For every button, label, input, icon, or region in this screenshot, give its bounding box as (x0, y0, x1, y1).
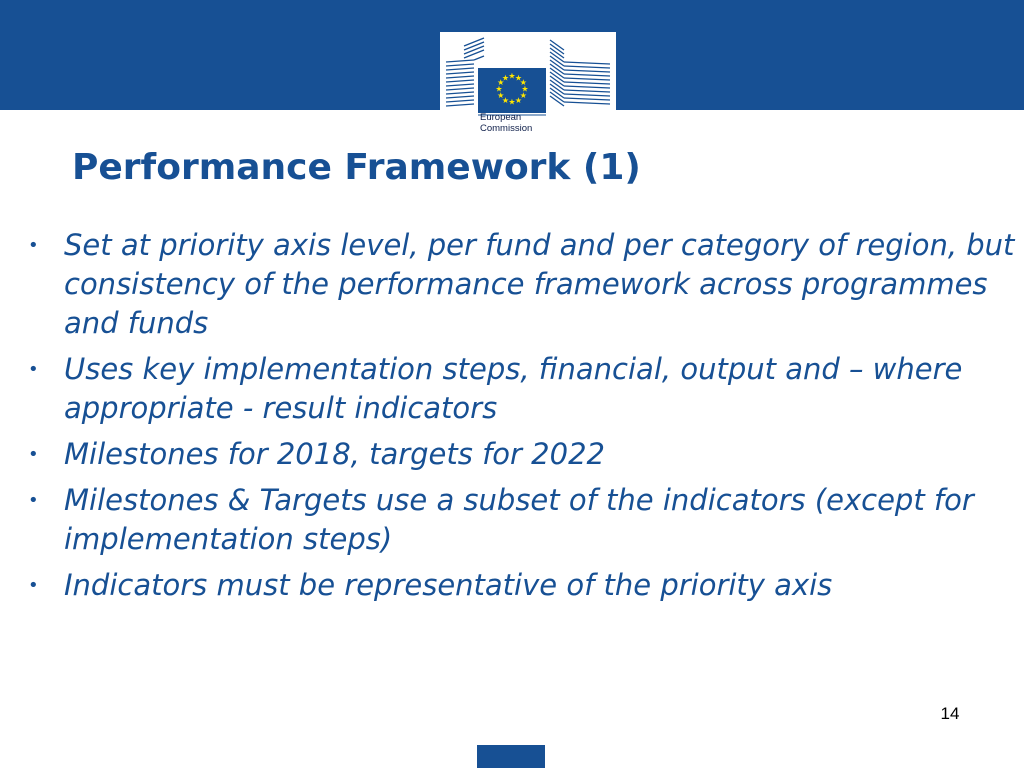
bullet-text: Indicators must be representative of the priority axis (64, 568, 833, 602)
svg-text:★: ★ (495, 84, 503, 94)
page-number: 14 (940, 704, 960, 723)
building-stripes-right (550, 40, 610, 106)
svg-text:★: ★ (508, 71, 516, 81)
logo-text (480, 112, 590, 134)
bullet-icon: • (28, 235, 39, 256)
logo-text-line1: European (480, 112, 522, 123)
svg-text:★: ★ (497, 78, 505, 87)
bullet-text: Set at priority axis level, per fund and per category of region, but consistency of the performance framework across programmes and funds (64, 228, 1015, 340)
svg-text:★: ★ (519, 91, 527, 100)
svg-text:★: ★ (519, 78, 527, 87)
slide-title: Performance Framework (1) (72, 147, 641, 188)
svg-text:★: ★ (501, 95, 510, 105)
svg-text:★: ★ (501, 73, 510, 83)
bullet-item-2 (28, 350, 1018, 428)
svg-text:★: ★ (508, 97, 516, 107)
european-commission-logo (440, 32, 616, 144)
bullet-text: Milestones for 2018, targets for 2022 (64, 437, 605, 471)
svg-text:★: ★ (521, 84, 529, 94)
bullet-item-5 (28, 566, 1018, 605)
bullet-text: Uses key implementation steps, financial, output and – where appropriate - result indicators (64, 352, 963, 425)
bullet-icon: • (28, 444, 39, 465)
bullet-list (28, 226, 1018, 612)
svg-text:★: ★ (514, 73, 523, 83)
bullet-text: Milestones & Targets use a subset of the indicators (except for implementation steps) (64, 483, 974, 556)
svg-text:★: ★ (497, 91, 505, 100)
logo-text-line2: Commission (480, 123, 533, 134)
svg-text:★: ★ (514, 95, 523, 105)
footer-tab (477, 745, 545, 768)
bullet-icon: • (28, 359, 39, 380)
bullet-icon: • (28, 575, 39, 596)
bullet-item-1 (28, 226, 1018, 343)
bullet-icon: • (28, 490, 39, 511)
bullet-item-3 (28, 435, 1018, 474)
bullet-item-4 (28, 481, 1018, 559)
